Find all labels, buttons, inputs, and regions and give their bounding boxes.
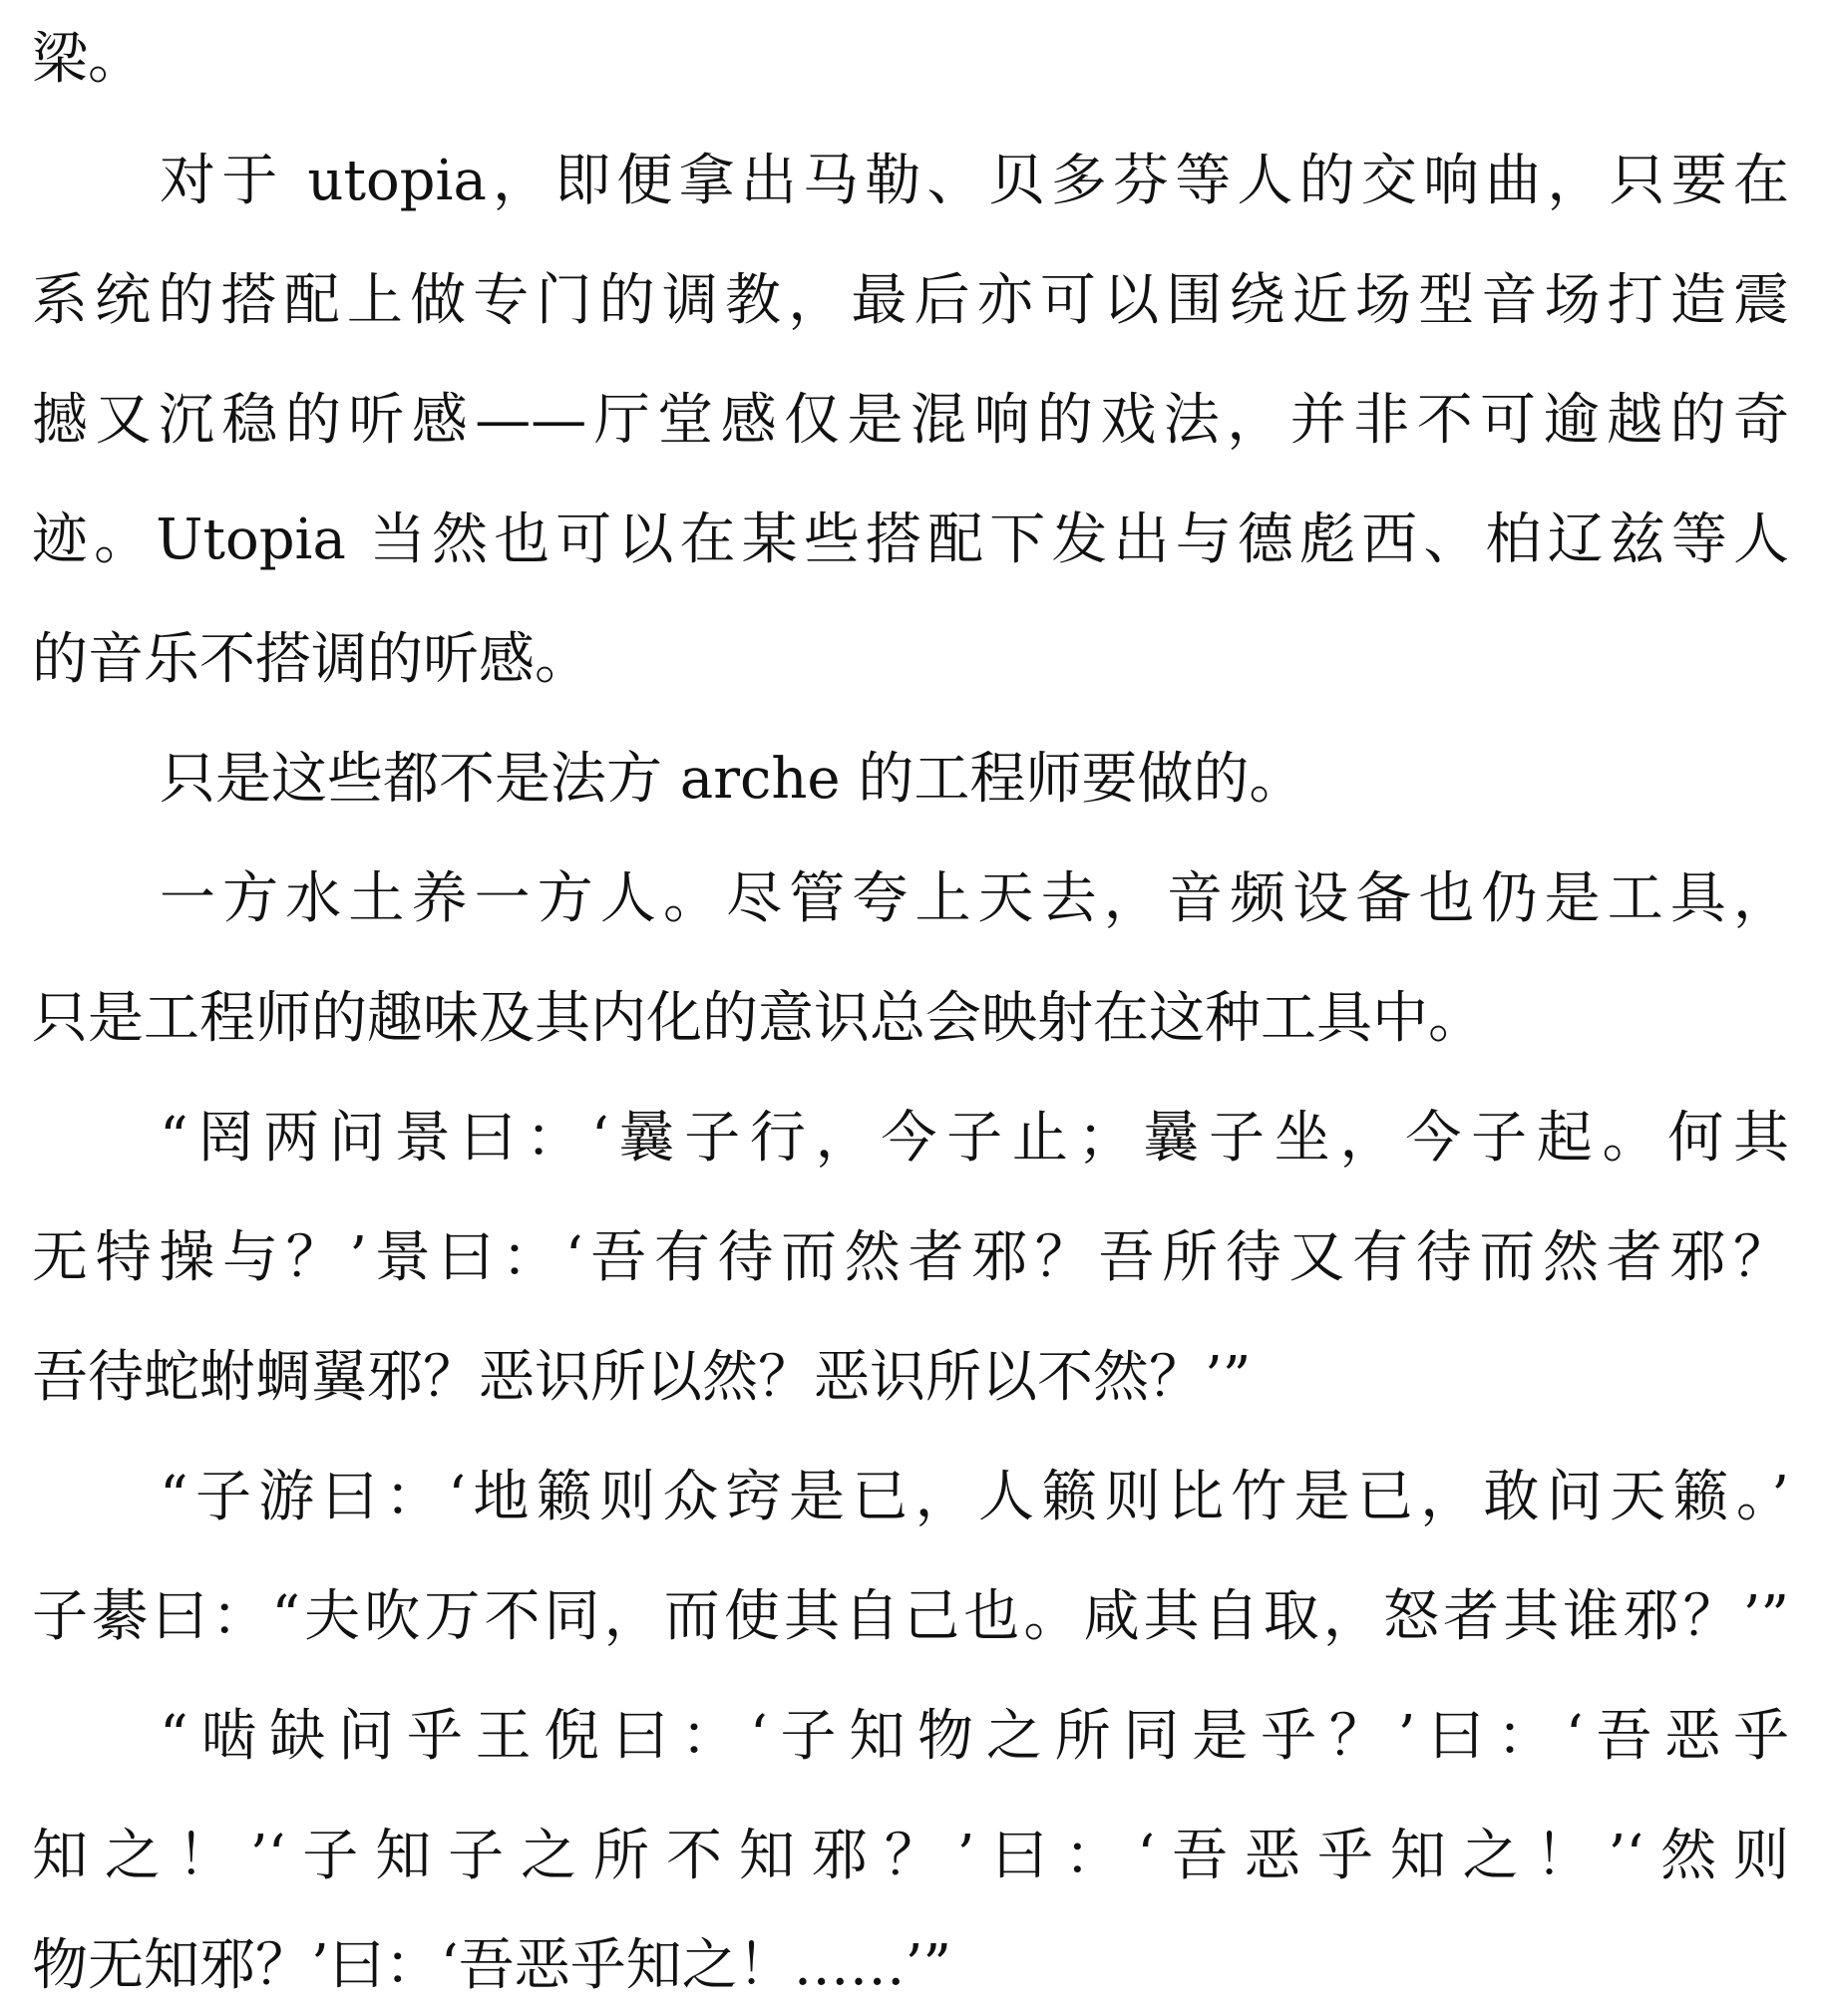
text-line: 知之！’‘子知子之所不知邪？’曰：‘吾恶乎知之！’‘然则 [32,1824,1789,1888]
text-line: 无特操与？’景曰：‘吾有待而然者邪？吾所待又有待而然者邪？ [32,1225,1789,1290]
text-line: “子游曰：‘地籁则众窍是已，人籁则比竹是已，敢问天籁。’ [160,1465,1789,1529]
text-line: 物无知邪？’曰：‘吾恶乎知之！……’” [32,1933,952,1998]
text-line: 梁。 [32,27,144,92]
text-line: 对于 utopia，即便拿出马勒、贝多芬等人的交响曲，只要在 [160,149,1789,213]
text-line: 的音乐不搭调的听感。 [32,627,590,692]
text-line: “罔两问景曰：‘曩子行，今子止；曩子坐，今子起。何其 [160,1106,1789,1171]
text-line: 撼又沉稳的听感——厅堂感仅是混响的戏法，并非不可逾越的奇 [32,388,1789,453]
text-line: 迹。Utopia 当然也可以在某些搭配下发出与德彪西、柏辽兹等人 [32,507,1789,572]
text-line: 只是工程师的趣味及其内化的意识总会映射在这种工具中。 [32,986,1484,1051]
text-line: 系统的搭配上做专门的调教，最后亦可以围绕近场型音场打造震 [32,268,1789,333]
text-line: 一方水土养一方人。尽管夸上天去，音频设备也仍是工具， [160,866,1789,931]
text-line: 吾待蛇蚹蜩翼邪？恶识所以然？恶识所以不然？’” [32,1345,1252,1410]
text-line: 子綦曰：“夫吹万不同，而使其自己也。咸其自取，怒者其谁邪？’” [32,1584,1789,1649]
text-line: “啮缺问乎王倪曰：‘子知物之所同是乎？’曰：‘吾恶乎 [160,1704,1789,1769]
text-line: 只是这些都不是法方 arche 的工程师要做的。 [160,747,1305,812]
